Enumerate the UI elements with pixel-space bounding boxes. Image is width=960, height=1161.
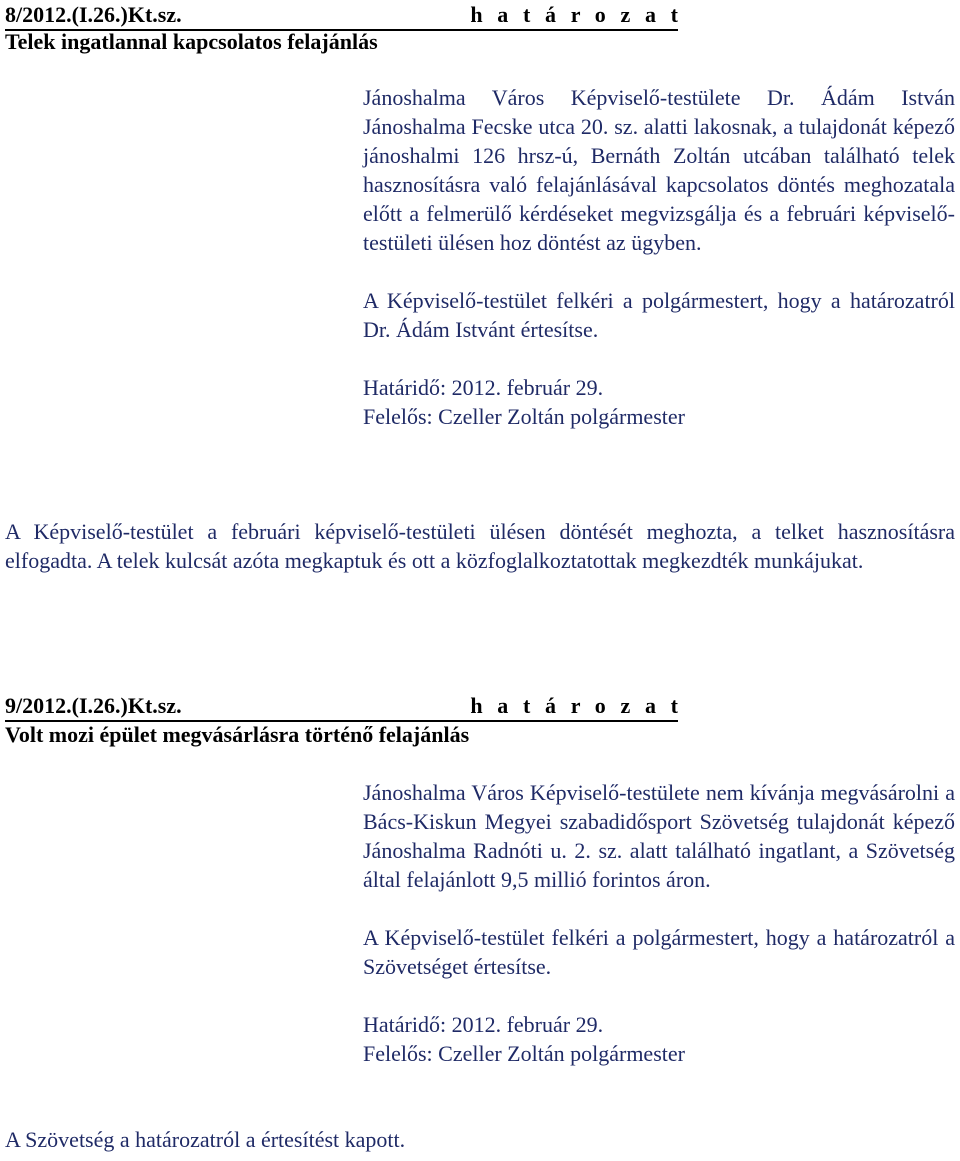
resolution-header-2 xyxy=(5,691,683,722)
resolution-keyword: h a t á r o z a t xyxy=(470,693,683,718)
deadline: Határidő: 2012. február 29. xyxy=(363,1012,604,1037)
responsible: Felelős: Czeller Zoltán polgármester xyxy=(363,1041,685,1066)
resolution-body-1 xyxy=(363,83,955,431)
request-text: A Képviselő-testület felkéri a polgármestert, hogy a határozatról Dr. Ádám Istvánt értesítse. xyxy=(363,288,955,342)
resolution-keyword: h a t á r o z a t xyxy=(470,2,683,27)
request-text: A Képviselő-testület felkéri a polgármestert, hogy a határozatról a Szövetséget értesítse. xyxy=(363,925,955,979)
followup-note-1: A Képviselő-testület a februári képviselő-testületi ülésen döntését meghozta, a telket hasznosításra elfogadta. A telek kulcsát azóta megkaptuk és ott a közfoglalkoztatottak megkezdték munkájukat. xyxy=(5,519,955,573)
resolution-text: Jánoshalma Város Képviselő-testülete nem kívánja megvásárolni a Bács-Kiskun Megyei szabadidősport Szövetség tulajdonát képező Jánoshalma Radnóti u. 2. sz. alatt található ingatlant, a Szövetség által felajánlott 9,5 millió forintos áron. xyxy=(363,780,955,892)
resolution-body-2 xyxy=(363,778,955,1068)
responsible: Felelős: Czeller Zoltán polgármester xyxy=(363,404,685,429)
resolution-topic: Volt mozi épület megvásárlásra történő felajánlás xyxy=(5,722,470,747)
resolution-number: 8/2012.(I.26.)Kt.sz. xyxy=(5,2,182,27)
resolution-topic: Telek ingatlannal kapcsolatos felajánlás xyxy=(5,29,378,54)
deadline: Határidő: 2012. február 29. xyxy=(363,375,604,400)
resolution-number: 9/2012.(I.26.)Kt.sz. xyxy=(5,693,182,718)
followup-note-2: A Szövetség a határozatról a értesítést kapott. xyxy=(5,1127,406,1152)
resolution-text: Jánoshalma Város Képviselő-testülete Dr. Ádám István Jánoshalma Fecske utca 20. sz. alatti lakosnak, a tulajdonát képező jánoshalmi 126 hrsz-ú, Bernáth Zoltán utcában található telek hasznosításra való felajánlásával kapcsolatos döntés meghozatala előtt a felmerülő kérdéseket megvizsgálja és a februári képviselő-testületi ülésen hoz döntést az ügyben. xyxy=(363,85,955,255)
